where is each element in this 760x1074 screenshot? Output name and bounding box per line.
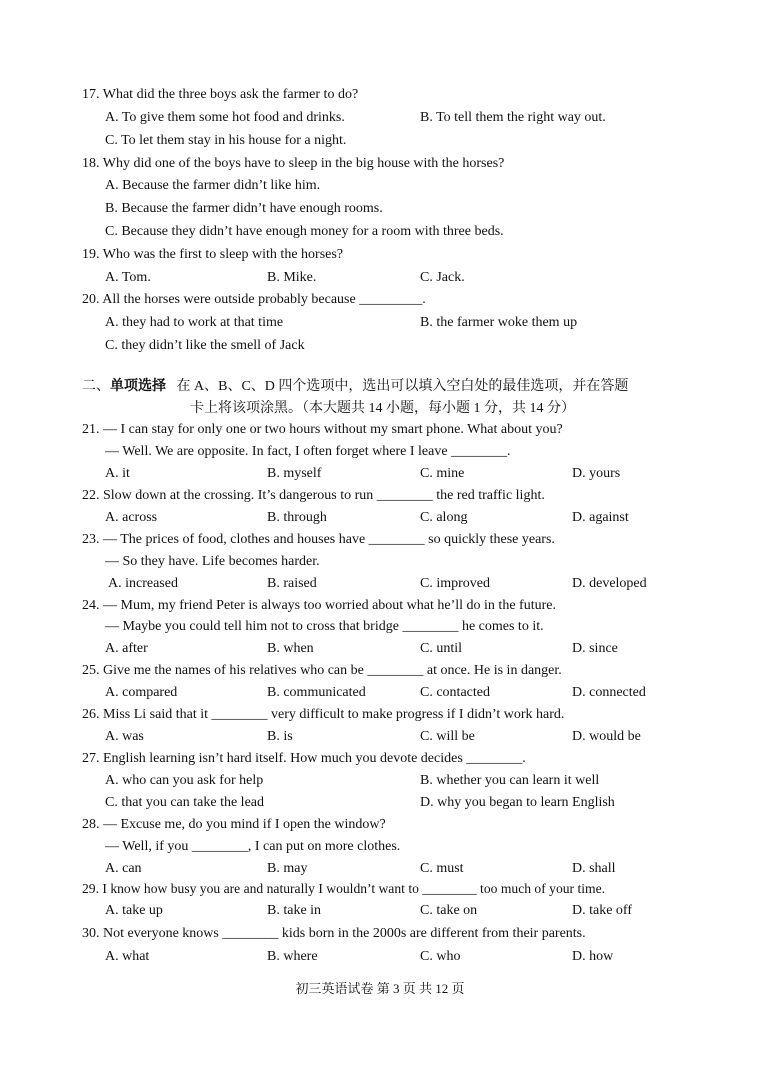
question-30-option-b: B. where: [267, 949, 318, 964]
question-19-stem: 19. Who was the first to sleep with the horses?: [82, 247, 344, 262]
question-21-option-a: A. it: [105, 466, 130, 481]
question-26-option-b: B. is: [267, 729, 293, 744]
question-21-line-1: 21. — I can stay for only one or two hours without my smart phone. What about you?: [82, 422, 563, 437]
question-26-option-c: C. will be: [420, 729, 475, 744]
question-27-option-c: C. that you can take the lead: [105, 795, 264, 810]
question-26-option-d: D. would be: [572, 729, 641, 744]
question-25-line-1: 25. Give me the names of his relatives who can be ________ at once. He is in danger.: [82, 663, 562, 678]
section-2-header: [82, 378, 628, 396]
question-28-line-2: — Well, if you ________, I can put on more clothes.: [105, 839, 401, 854]
question-18-option-b: B. Because the farmer didn’t have enough rooms.: [105, 201, 383, 216]
question-26-option-a: A. was: [105, 729, 144, 744]
question-19-option-a: A. Tom.: [105, 270, 151, 285]
question-23-line-1: 23. — The prices of food, clothes and houses have ________ so quickly these years.: [82, 532, 555, 547]
question-26-line-1: 26. Miss Li said that it ________ very difficult to make progress if I didn’t work hard.: [82, 707, 565, 722]
question-20-option-a: A. they had to work at that time: [105, 315, 284, 330]
question-21-option-d: D. yours: [572, 466, 621, 481]
question-20-option-c: C. they didn’t like the smell of Jack: [105, 338, 305, 353]
question-23-option-a: A. increased: [108, 576, 178, 591]
question-21-option-c: C. mine: [420, 466, 465, 481]
question-23-line-2: — So they have. Life becomes harder.: [105, 554, 320, 569]
question-23-option-b: B. raised: [267, 576, 317, 591]
question-19-option-c: C. Jack.: [420, 270, 465, 285]
question-28-line-1: 28. — Excuse me, do you mind if I open the window?: [82, 817, 386, 832]
question-17-stem: 17. What did the three boys ask the farmer to do?: [82, 87, 359, 102]
question-28-option-d: D. shall: [572, 861, 616, 876]
section-2-instruction-line-2: 卡上将该项涂黑。（本大题共 14 小题，每小题 1 分，共 14 分）: [190, 401, 575, 416]
question-22-option-c: C. along: [420, 510, 468, 525]
question-22-option-a: A. across: [105, 510, 158, 525]
question-21-line-2: — Well. We are opposite. In fact, I often forget where I leave ________.: [105, 444, 511, 459]
section-2-title: 单项选择: [110, 379, 166, 394]
question-23-option-c: C. improved: [420, 576, 490, 591]
question-24-option-c: C. until: [420, 641, 463, 656]
question-25-option-b: B. communicated: [267, 685, 366, 700]
page-footer: 初三英语试卷 第 3 页 共 12 页: [295, 981, 465, 996]
question-22-line-1: 22. Slow down at the crossing. It’s dangerous to run ________ the red traffic light.: [82, 488, 545, 503]
question-21-option-b: B. myself: [267, 466, 322, 481]
question-30-option-d: D. how: [572, 949, 614, 964]
question-18-option-c: C. Because they didn’t have enough money for a room with three beds.: [105, 224, 504, 239]
question-28-option-a: A. can: [105, 861, 142, 876]
question-18-option-a: A. Because the farmer didn’t like him.: [105, 178, 321, 193]
question-17-option-c: C. To let them stay in his house for a night.: [105, 133, 347, 148]
question-28-option-b: B. may: [267, 861, 308, 876]
question-23-option-d: D. developed: [572, 576, 647, 591]
question-29-line-1: 29. I know how busy you are and naturally I wouldn’t want to ________ too much of your time.: [82, 881, 606, 896]
question-29-option-d: D. take off: [572, 903, 632, 918]
question-22-option-b: B. through: [267, 510, 327, 525]
question-29-option-b: B. take in: [267, 903, 322, 918]
question-30-option-a: A. what: [105, 949, 150, 964]
section-2-number: 二、: [82, 379, 110, 394]
question-18-stem: 18. Why did one of the boys have to sleep in the big house with the horses?: [82, 156, 505, 171]
question-19-option-b: B. Mike.: [267, 270, 317, 285]
question-27-option-b: B. whether you can learn it well: [420, 773, 600, 788]
question-27-option-a: A. who can you ask for help: [105, 773, 264, 788]
question-20-option-b: B. the farmer woke them up: [420, 315, 578, 330]
question-24-option-a: A. after: [105, 641, 148, 656]
question-24-option-b: B. when: [267, 641, 314, 656]
question-25-option-d: D. connected: [572, 685, 646, 700]
question-27-option-d: D. why you began to learn English: [420, 795, 615, 810]
section-2-instruction-line-1: 在 A、B、C、D 四个选项中，选出可以填入空白处的最佳选项，并在答题: [176, 379, 629, 394]
question-29-option-c: C. take on: [420, 903, 478, 918]
question-25-option-a: A. compared: [105, 685, 178, 700]
question-24-line-1: 24. — Mum, my friend Peter is always too worried about what he’ll do in the future.: [82, 598, 556, 613]
question-22-option-d: D. against: [572, 510, 629, 525]
question-25-option-c: C. contacted: [420, 685, 490, 700]
question-29-option-a: A. take up: [105, 903, 163, 918]
question-28-option-c: C. must: [420, 861, 464, 876]
question-17-option-b: B. To tell them the right way out.: [420, 110, 606, 125]
question-30-line-1: 30. Not everyone knows ________ kids born in the 2000s are different from their parents.: [82, 926, 586, 941]
question-24-line-2: — Maybe you could tell him not to cross that bridge ________ he comes to it.: [105, 619, 544, 634]
question-20-stem: 20. All the horses were outside probably because _________.: [82, 292, 426, 307]
question-24-option-d: D. since: [572, 641, 618, 656]
question-17-option-a: A. To give them some hot food and drinks.: [105, 110, 345, 125]
question-30-option-c: C. who: [420, 949, 461, 964]
question-27-line-1: 27. English learning isn’t hard itself. How much you devote decides ________.: [82, 751, 526, 766]
